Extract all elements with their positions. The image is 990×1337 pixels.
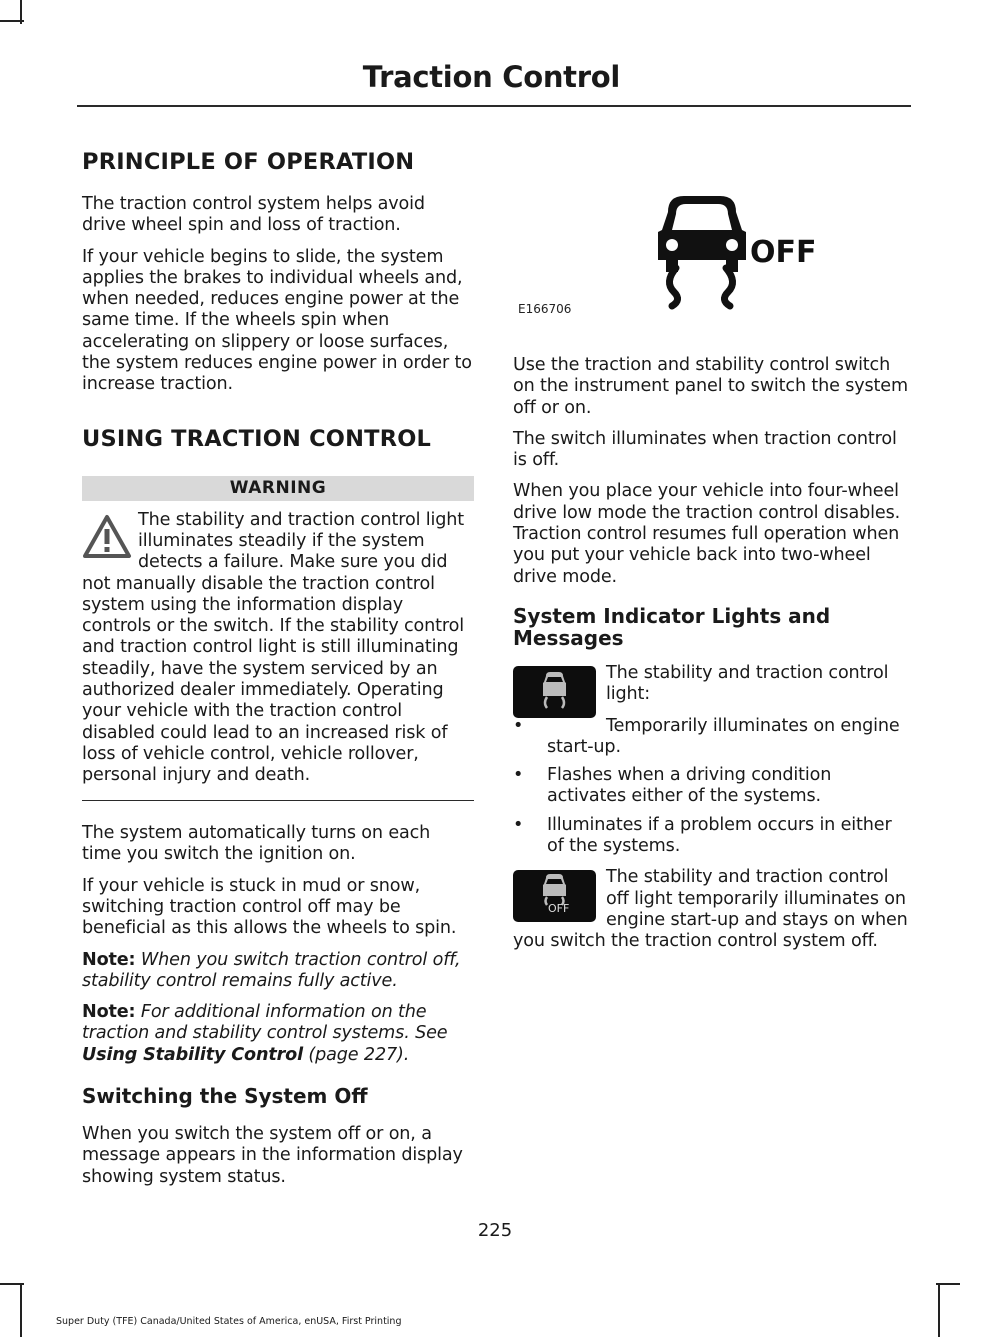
page-header-title: Traction Control: [362, 60, 620, 94]
figure-code: E166706: [518, 302, 572, 316]
cross-reference-page: (page 227).: [308, 1044, 410, 1065]
heading-using-traction-control: USING TRACTION CONTROL: [82, 425, 432, 452]
indicator-traction-off-light: [513, 867, 909, 952]
traction-control-off-figure: [513, 192, 909, 342]
note-text: For additional information on the traction and stability control systems. See: [82, 1002, 448, 1044]
traction-car-icon: [513, 666, 596, 718]
header-divider: [77, 105, 911, 107]
paragraph: When you switch the system off or on, a message appears in the information display showing system status.: [82, 1124, 463, 1187]
footer-text: Super Duty (TFE) Canada/United States of America, enUSA, First Printing: [56, 1316, 402, 1327]
right-column: [513, 192, 909, 963]
paragraph: The switch illuminates when traction control is off.: [513, 428, 897, 471]
warning-triangle-icon: [82, 514, 132, 560]
warning-divider: [82, 800, 474, 802]
list-item: • Temporarily illuminates on engine start-up.: [513, 715, 900, 757]
list-item: • Illuminates if a problem occurs in either of the systems.: [513, 814, 892, 857]
note-additional-info: [82, 1002, 474, 1066]
note-label: Note:: [82, 1002, 136, 1023]
bullet-glyph: •: [513, 765, 524, 786]
warning-label: WARNING: [82, 476, 474, 501]
indicator-off-label: OFF: [548, 902, 570, 916]
cross-reference-link[interactable]: Using Stability Control: [82, 1044, 303, 1065]
heading-system-indicator-lights: System Indicator Lights and Messages: [513, 603, 831, 650]
crop-mark: [0, 20, 24, 22]
paragraph: If your vehicle begins to slide, the system applies the brakes to individual wheels and, when needed, reduces engine power at the same time. If the wheels spin when accelerating on slippery or loose surfaces, the system reduces engine power in order to increase traction.: [82, 246, 472, 395]
heading-switching-system-off: Switching the System Off: [82, 1084, 368, 1108]
paragraph: When you place your vehicle into four-wheel drive low mode the traction control disables. Traction control resumes full operation when you put your vehicle back into two-wheel drive mode.: [513, 481, 901, 587]
paragraph: If your vehicle is stuck in mud or snow, switching traction control off may be beneficial as this allows the wheels to spin.: [82, 875, 457, 939]
indicator-bullet-list: [513, 716, 909, 858]
paragraph: Use the traction and stability control switch on the instrument panel to switch the system off or on.: [513, 355, 908, 418]
page-number: 225: [477, 1220, 513, 1241]
indicator-description: The stability and traction control light:: [606, 662, 889, 705]
traction-control-off-icon: [646, 192, 817, 307]
traction-off-indicator-icon: [513, 870, 596, 922]
note-label: Note:: [82, 949, 136, 970]
paragraph: The traction control system helps avoid drive wheel spin and loss of traction.: [82, 194, 425, 236]
warning-text: The stability and traction control light illuminates steadily if the system detects a failure. Make sure you did not manually disable the traction control system using the information display controls or the switch. If the stability control and traction control light is still illuminating steadily, have the system serviced by an authorized dealer immediately. Operating your vehicle with the traction control disabled could lead to an increased risk of loss of vehicle control, vehicle rollover, personal injury and death.: [82, 509, 465, 786]
indicator-stability-light: [513, 663, 909, 706]
note-text: When you switch traction control off, stability control remains fully active.: [82, 949, 461, 991]
heading-principle-of-operation: PRINCIPLE OF OPERATION: [82, 149, 415, 175]
icon-off-label: OFF: [750, 235, 817, 270]
crop-mark: [0, 1283, 24, 1285]
stability-traction-indicator-icon: [513, 666, 596, 718]
crop-mark: [20, 1283, 22, 1337]
crop-mark: [936, 1283, 960, 1285]
note-stability-control: [82, 950, 474, 993]
warning-body: [82, 510, 474, 787]
paragraph: The system automatically turns on each time you switch the ignition on.: [82, 823, 431, 865]
list-item: • Flashes when a driving condition activates either of the systems.: [513, 765, 832, 807]
warning-box: [82, 476, 474, 801]
left-column: [82, 148, 474, 1198]
bullet-glyph: •: [513, 715, 524, 736]
indicator-description: The stability and traction control off light temporarily illuminates on engine start-up and stays on when you switch the traction control system off.: [513, 867, 908, 952]
crop-mark: [938, 1283, 940, 1337]
bullet-glyph: •: [513, 814, 524, 835]
